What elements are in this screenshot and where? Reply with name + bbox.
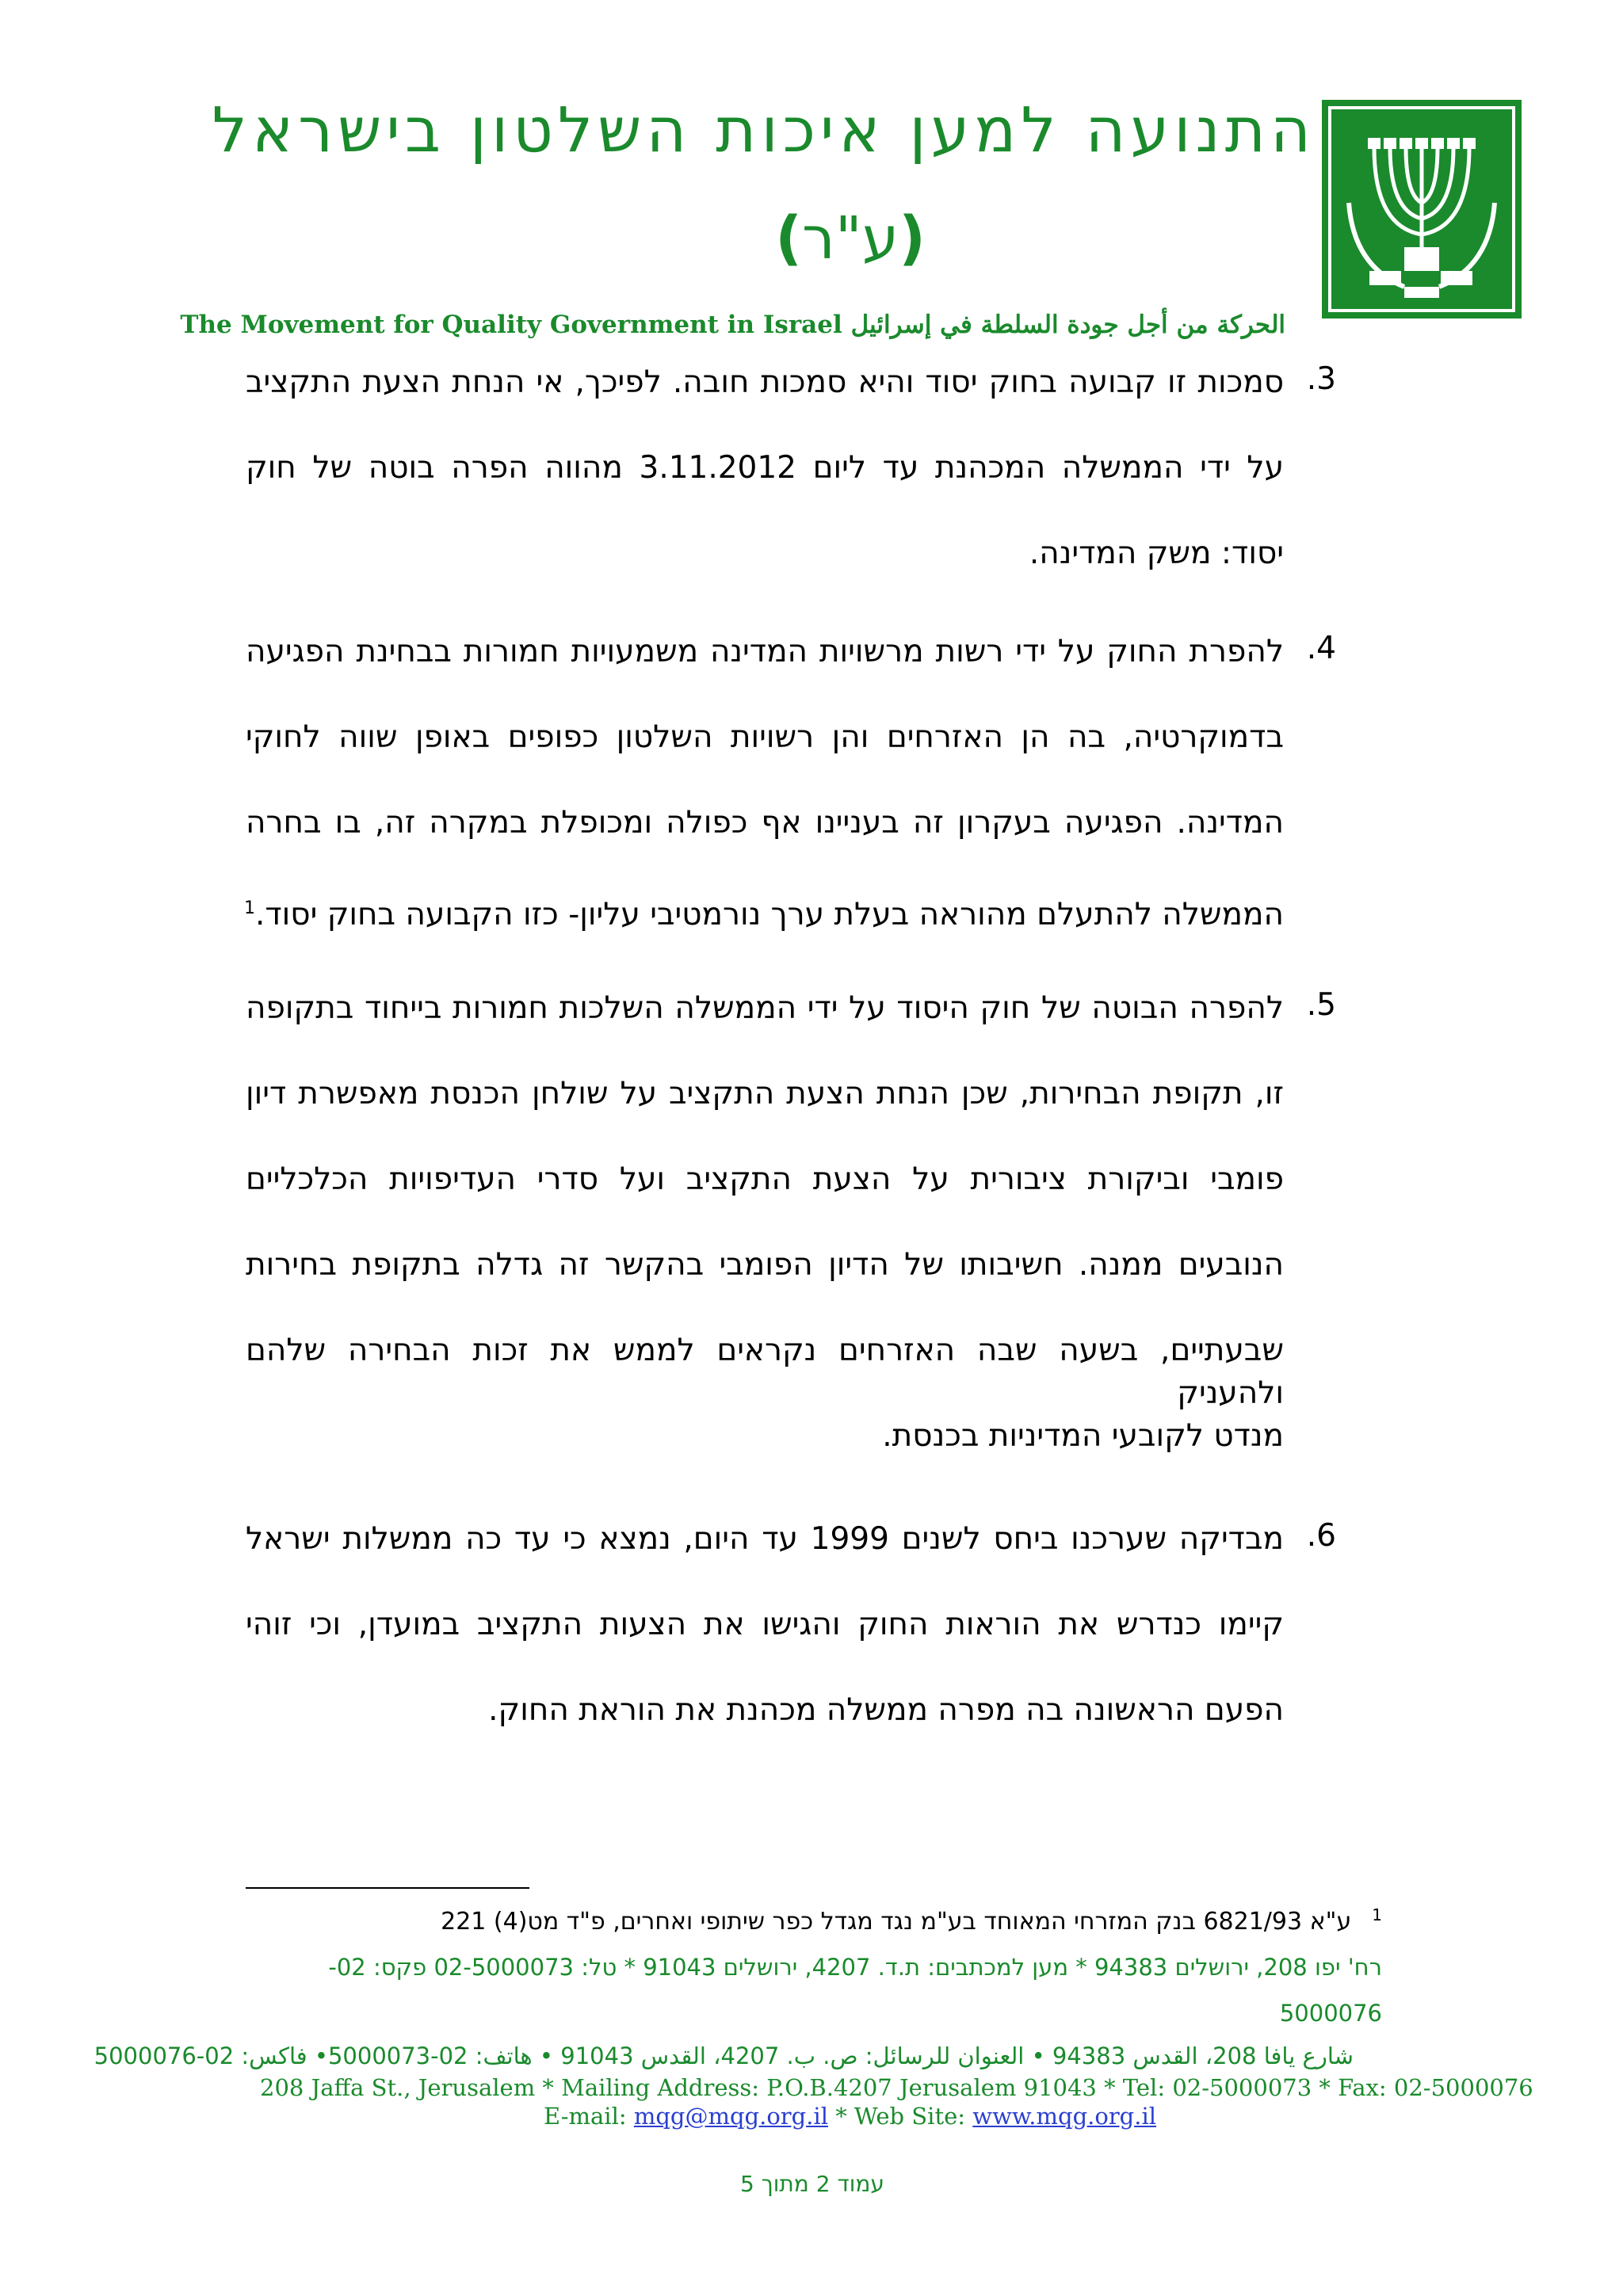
paragraph-line: זו, תקופת הבחירות, שכן הנחת הצעת התקציב על שולחן הכנסת מאפשרת דיון [246, 1076, 1284, 1112]
footer-address-hebrew: רח' יפו 208, ירושלים 94383 * מען למכתבים: ת.ד. 4207, ירושלים 91043 * טל: 02-5000073 פקס: 02- [328, 1954, 1382, 1981]
paragraph-number: 5. [1306, 987, 1336, 1023]
org-name-hebrew: התנועה למען איכות השלטון בישראל [212, 95, 1316, 166]
org-name-english-arabic [180, 311, 1285, 339]
website-link[interactable]: www.mqg.org.il [972, 2103, 1157, 2130]
footnote-text: ע"א 6821/93 בנק המזרחי המאוחד בע"מ נגד מגדל כפר שיתופי ואחרים, פ"ד מט(4) 221 [441, 1908, 1352, 1936]
footer-address-arabic: شارع يافا 208، القدس 94383 • العنوان للرسائل: ص. ب. 4207، القدس 91043 • هاتف: 02-5000073• فاكس: 02-5000076 [94, 2042, 1354, 2069]
paragraph-line: פומבי וביקורת ציבורית על הצעת התקציב ועל סדרי העדיפויות הכלכליים [246, 1161, 1284, 1197]
abbr-paren-close: ) [775, 204, 803, 273]
paragraph-line: המדינה. הפגיעה בעקרון זה בעניינו אף כפולה ומכופלת במקרה זה, בו בחרה [246, 805, 1284, 841]
footer-address-english: 208 Jaffa St., Jerusalem * Mailing Address: P.O.B.4207 Jerusalem 91043 * Tel: 02-5000073 * Fax: 02-5000076 [260, 2074, 1533, 2101]
paragraph-number: 4. [1306, 631, 1336, 666]
footer-address-hebrew-continued: 5000076 [1279, 2000, 1382, 2027]
paragraph-line: על ידי הממשלה המכהנת עד ליום 3.11.2012 מהווה הפרה בוטה של חוק [246, 450, 1285, 486]
paragraph-line: יסוד: משק המדינה. [1029, 536, 1284, 571]
abbr-paren-open: ( [899, 204, 926, 273]
paragraph-line: הפעם הראשונה בה מפרה ממשלה מכהנת את הוראת החוק. [488, 1692, 1284, 1728]
footnote-divider [246, 1887, 529, 1889]
menorah-emblem-icon [1322, 100, 1522, 318]
paragraph-line: הנובעים ממנה. חשיבותו של הדיון הפומבי בהקשר זה גדלה בתקופת בחירות [246, 1247, 1284, 1283]
footnote [441, 1905, 1382, 1936]
page-number: עמוד 2 מתוך 5 [740, 2171, 884, 2197]
paragraph-line: מנדט לקובעי המדיניות בכנסת. [882, 1418, 1284, 1454]
paragraph-line-text: הממשלה להתעלם מהוראה בעלת ערך נורמטיבי עליון- כזו הקבועה בחוק יסוד. [254, 897, 1284, 933]
abbr-text: ע"ר [802, 204, 899, 273]
paragraph-line [243, 887, 1284, 933]
org-abbreviation [775, 204, 926, 273]
email-link[interactable]: mqg@mqg.org.il [633, 2103, 828, 2130]
paragraph-line: מבדיקה שערכנו ביחס לשנים 1999 עד היום, נמצא כי עד כה ממשלות ישראל [246, 1521, 1284, 1557]
paragraph-number: 6. [1306, 1518, 1336, 1554]
paragraph-line: סמכות זו קבועה בחוק יסוד והיא סמכות חובה. לפיכך, אי הנחת הצעת התקציב [246, 364, 1284, 400]
paragraph-line: להפרה הבוטה של חוק היסוד על ידי הממשלה השלכות חמורות בייחוד בתקופה [246, 990, 1284, 1026]
paragraph-number: 3. [1306, 361, 1336, 397]
website-label: * Web Site: [827, 2103, 973, 2130]
paragraph-line: שבעתיים, בשעה שבה האזרחים נקראים לממש את זכות הבחירה שלהם ולהעניק [246, 1333, 1284, 1411]
footer-contact [544, 2103, 1156, 2130]
paragraph-line: קיימו כנדרש את הוראות החוק והגישו את הצעות התקציב במועדן, וכי זוהי [246, 1607, 1284, 1642]
email-label: E-mail: [544, 2103, 634, 2130]
paragraph-line: להפרת החוק על ידי רשות מרשויות המדינה משמעויות חמורות בבחינת הפגיעה [246, 634, 1284, 669]
footnote-number: 1 [1372, 1905, 1382, 1924]
paragraph-line: בדמוקרטיה, בה הן האזרחים והן רשויות השלטון כפופים באופן שווה לחוקי [246, 719, 1284, 755]
org-name-arabic: الحركة من أجل جودة السلطة في إسرائيل [850, 311, 1285, 339]
footnote-reference[interactable]: 1 [243, 898, 255, 918]
logo [1322, 100, 1522, 318]
org-name-english: The Movement for Quality Government in Israel [180, 311, 842, 339]
